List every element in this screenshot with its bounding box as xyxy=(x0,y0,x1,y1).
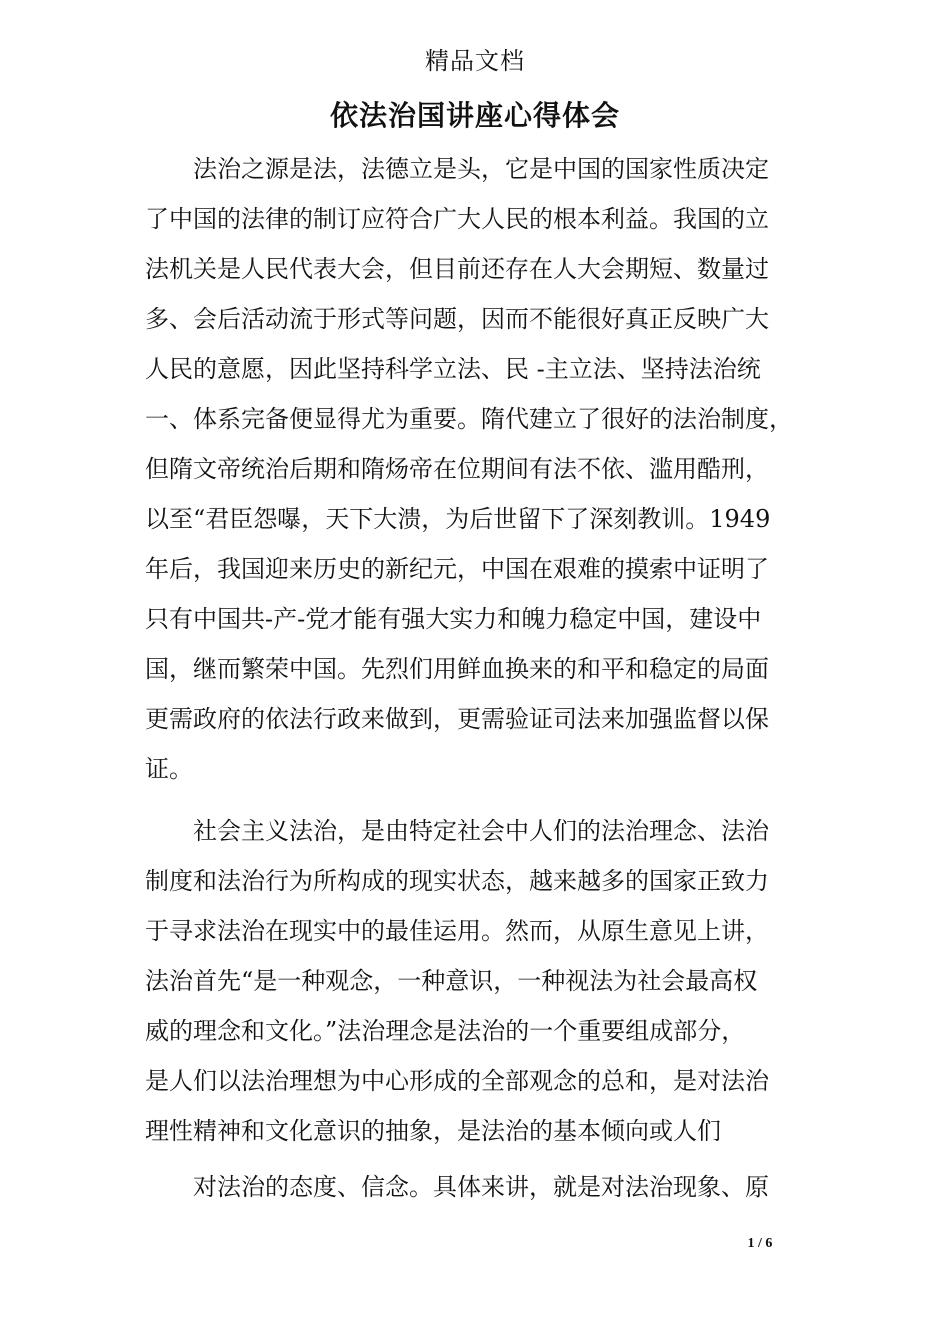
paragraph-line: 于寻求法治在现实中的最佳运用。然而，从原生意见上讲， xyxy=(145,917,769,945)
paragraph-line: 只有中国共-产-党才能有强大实力和魄力稳定中国，建设中 xyxy=(145,605,762,633)
document-body xyxy=(145,144,810,1212)
page-header: 精品文档 xyxy=(425,47,525,75)
paragraph-1 xyxy=(145,144,810,794)
paragraph-line: 多、会后活动流于形式等问题，因而不能很好真正反映广大 xyxy=(145,305,769,333)
paragraph-2 xyxy=(145,806,810,1156)
paragraph-line: 法治之源是法，法德立是头，它是中国的国家性质决定 xyxy=(193,155,769,183)
page-number: 1 / 6 xyxy=(747,1236,773,1251)
paragraph-line: 法治首先“是一种观念，一种意识，一种视法为社会最高权 xyxy=(145,967,758,995)
paragraph-line: 一、体系完备便显得尤为重要。隋代建立了很好的法治制度， xyxy=(145,405,793,433)
paragraph-line: 威的理念和文化。”法治理念是法治的一个重要组成部分， xyxy=(145,1017,746,1045)
paragraph-line: 但隋文帝统治后期和隋炀帝在位期间有法不依、滥用酷刑， xyxy=(145,455,769,483)
paragraph-3 xyxy=(145,1162,810,1212)
paragraph-line: 国，继而繁荣中国。先烈们用鲜血换来的和平和稳定的局面 xyxy=(145,655,769,683)
paragraph-line: 年后，我国迎来历史的新纪元，中国在艰难的摸索中证明了 xyxy=(145,555,769,583)
paragraph-line: 了中国的法律的制订应符合广大人民的根本利益。我国的立 xyxy=(145,205,769,233)
paragraph-line: 更需政府的依法行政来做到，更需验证司法来加强监督以保 xyxy=(145,705,769,733)
paragraph-line: 证。 xyxy=(145,755,193,783)
document-title: 依法治国讲座心得体会 xyxy=(329,99,620,132)
paragraph-line: 社会主义法治，是由特定社会中人们的法治理念、法治 xyxy=(193,817,769,845)
paragraph-line: 制度和法治行为所构成的现实状态，越来越多的国家正致力 xyxy=(145,867,769,895)
paragraph-line: 以至“君臣怨嚗，天下大溃，为后世留下了深刻教训。1949 xyxy=(145,505,771,533)
paragraph-line: 对法治的态度、信念。具体来讲，就是对法治现象、原 xyxy=(193,1173,769,1201)
paragraph-line: 理性精神和文化意识的抽象，是法治的基本倾向或人们 xyxy=(145,1117,721,1145)
paragraph-line: 法机关是人民代表大会，但目前还存在人大会期短、数量过 xyxy=(145,255,769,283)
paragraph-line: 人民的意愿，因此坚持科学立法、民 -主立法、坚持法治统 xyxy=(145,355,761,383)
paragraph-line: 是人们以法治理想为中心形成的全部观念的总和，是对法治 xyxy=(145,1067,769,1095)
